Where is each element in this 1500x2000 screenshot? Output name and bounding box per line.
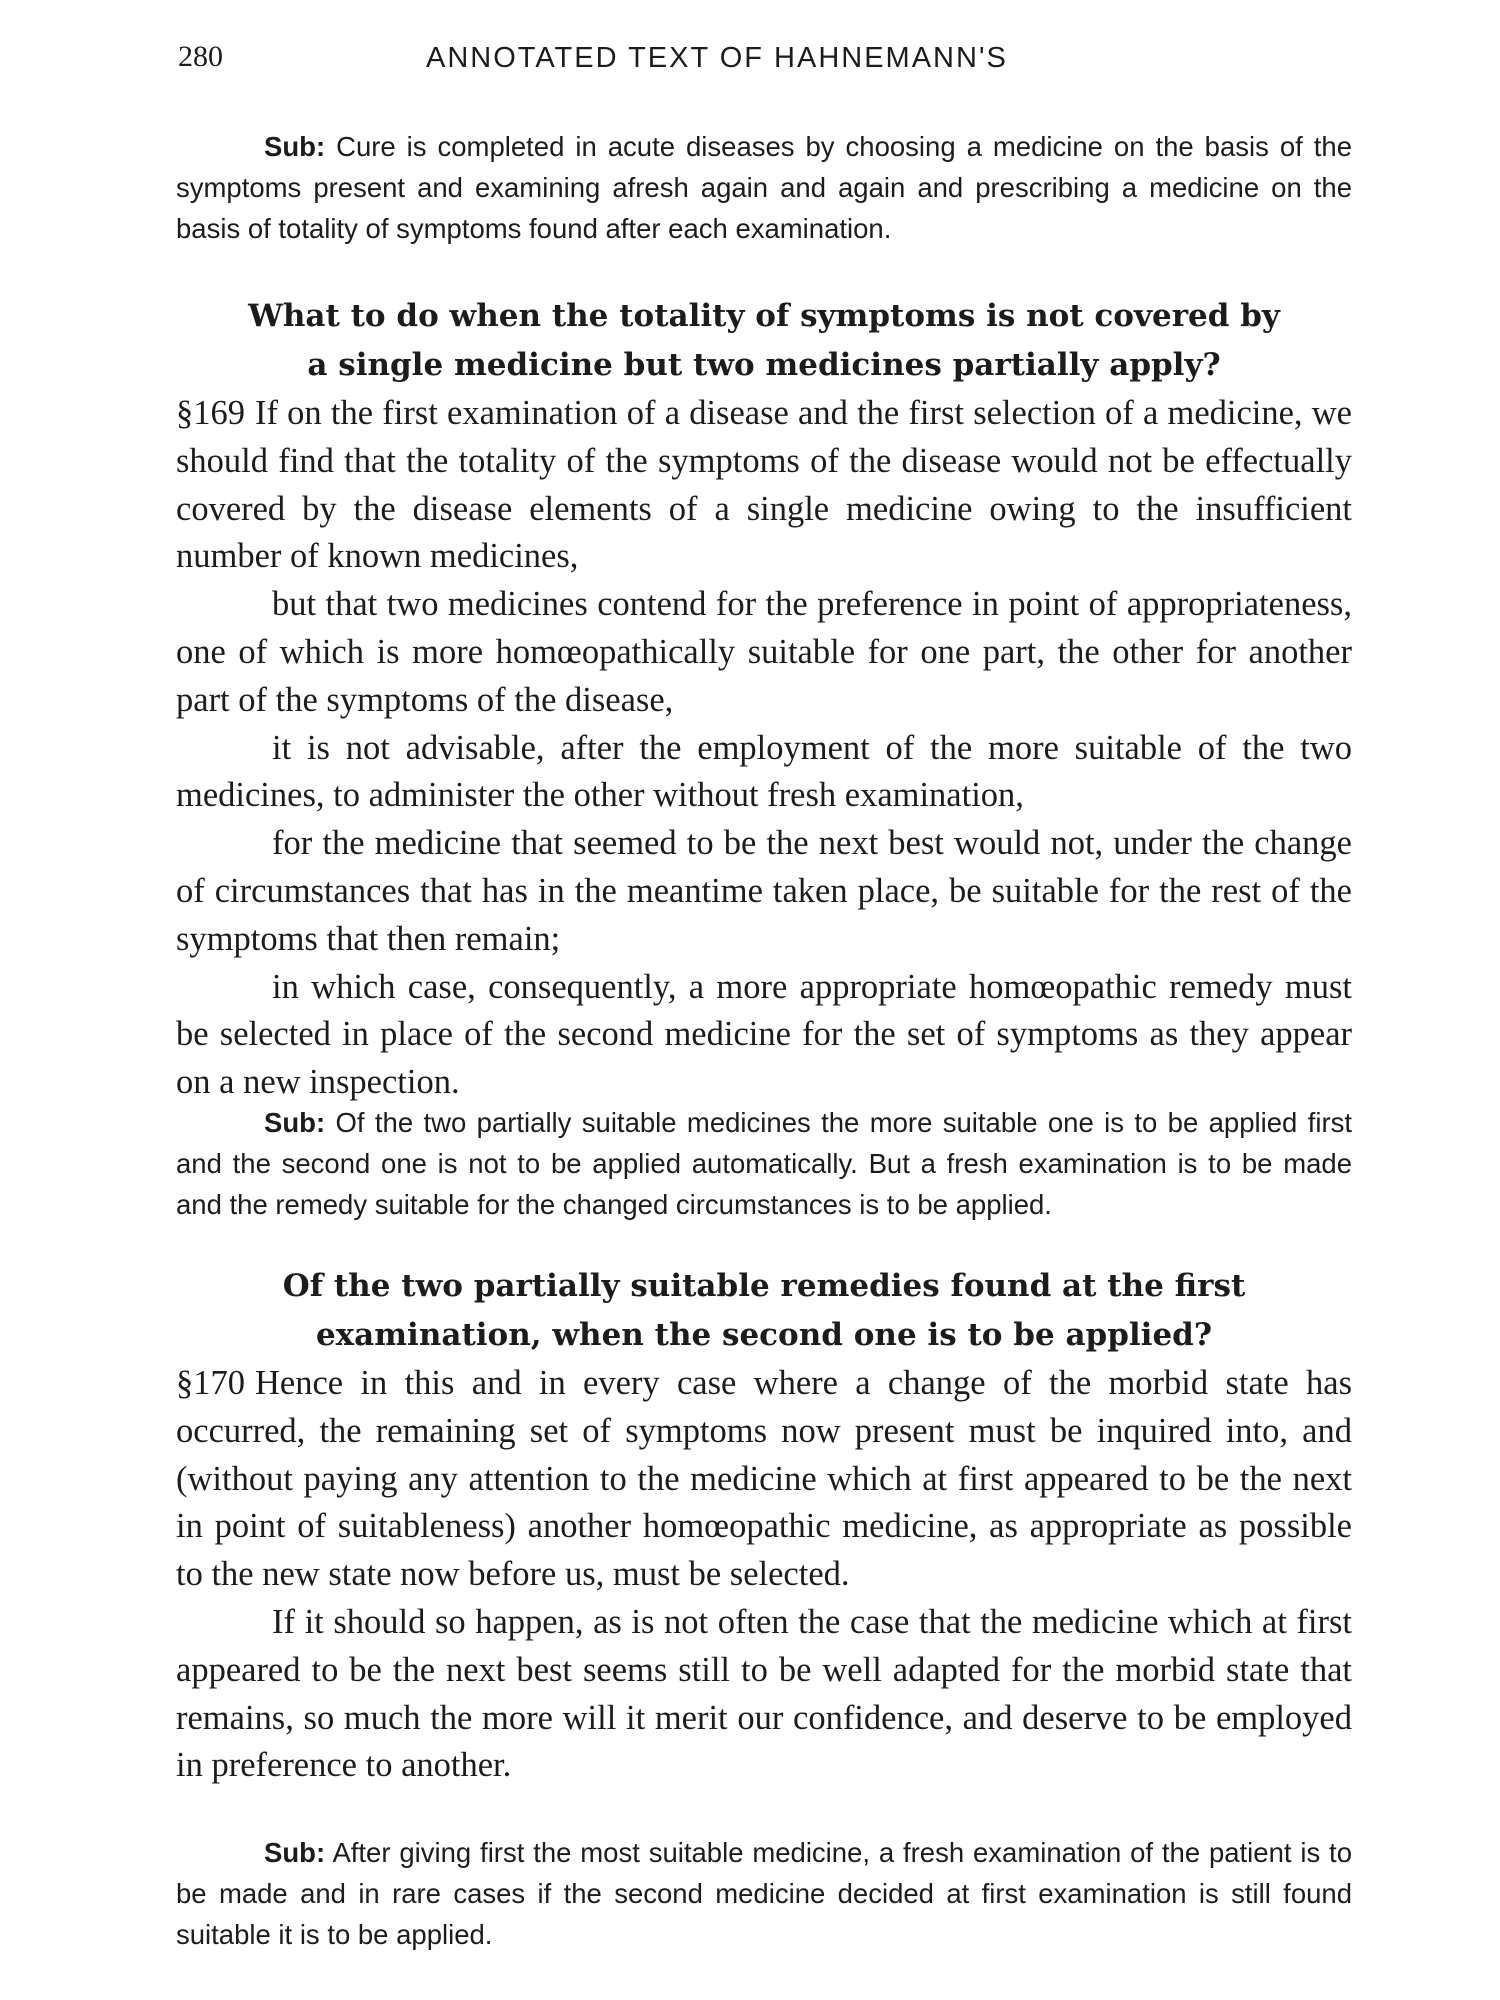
section-heading-2 [176,1262,1352,1360]
running-head [178,40,1358,80]
paragraph-text: If on the first examination of a disease and the first selection of a medicine, we should find that the totality of the symptoms of the disease would not be effectually covered by the disease elements of a single medicine owing to the insufficient number of known medicines, [176,394,1352,576]
paragraph: in which case, consequently, a more appropriate homœopathic remedy must be selected in place of the second medicine for the set of symptoms as they appear on a new inspection. [176,967,1352,1102]
paragraph-text: Hence in this and in every case where a change of the morbid state has occurred, the remaining set of symptoms now present must be inquired into, and (without paying any attention to the medicine which at first appeared to be the next in point of suitableness) another homœopathic medicine, as appropriate as possible to the new state now before us, must be selected. [176,1364,1352,1594]
paragraph [176,390,1352,581]
page-number: 280 [178,40,223,73]
summary-note-1 [176,126,1352,249]
heading-line: a single medicine but two medicines partially apply? [307,347,1221,383]
aphorism-number: §169 [176,394,245,432]
aphorism-170 [176,1360,1352,1790]
summary-label: Sub: [264,1107,326,1138]
paragraph: If it should so happen, as is not often the case that the medicine which at first appeared to be the next best seems still to be well adapted for the morbid state that remains, so much the more will it merit our confidence, and deserve to be employed in preference to another. [176,1602,1352,1785]
summary-note-2 [176,1102,1352,1225]
summary-text: After giving first the most suitable medicine, a fresh examination of the patient is to be made and in rare cases if the second medicine decided at first examination is still found suitable it is to be applied. [176,1837,1352,1950]
heading-line: examination, when the second one is to be applied? [315,1317,1213,1353]
section-heading-1 [176,292,1352,390]
heading-line: What to do when the totality of symptoms is not covered by [248,298,1280,334]
summary-note-3 [176,1832,1352,1955]
summary-label: Sub: [264,1837,326,1868]
paragraph: but that two medicines contend for the preference in point of appropriateness, one of which is more homœopathically suitable for one part, the other for another part of the symptoms of the disease, [176,585,1352,719]
aphorism-number: §170 [176,1364,245,1402]
paragraph [176,1360,1352,1599]
aphorism-169 [176,390,1352,1107]
summary-text: Of the two partially suitable medicines the more suitable one is to be applied first and the second one is not to be applied automatically. But a fresh examination is to be made and the remedy suitable for the changed circumstances is to be applied. [176,1107,1352,1220]
summary-text: Cure is completed in acute diseases by choosing a medicine on the basis of the symptoms present and examining afresh again and again and prescribing a medicine on the basis of totality of symptoms found after each examination. [176,131,1352,244]
paragraph: it is not advisable, after the employment of the more suitable of the two medicines, to administer the other without fresh examination, [176,728,1352,815]
paragraph: for the medicine that seemed to be the next best would not, under the change of circumstances that has in the meantime taken place, be suitable for the rest of the symptoms that then remain; [176,824,1352,958]
heading-line: Of the two partially suitable remedies found at the first [282,1268,1246,1304]
summary-label: Sub: [264,131,326,162]
running-title: ANNOTATED TEXT OF HAHNEMANN'S [426,42,1008,74]
